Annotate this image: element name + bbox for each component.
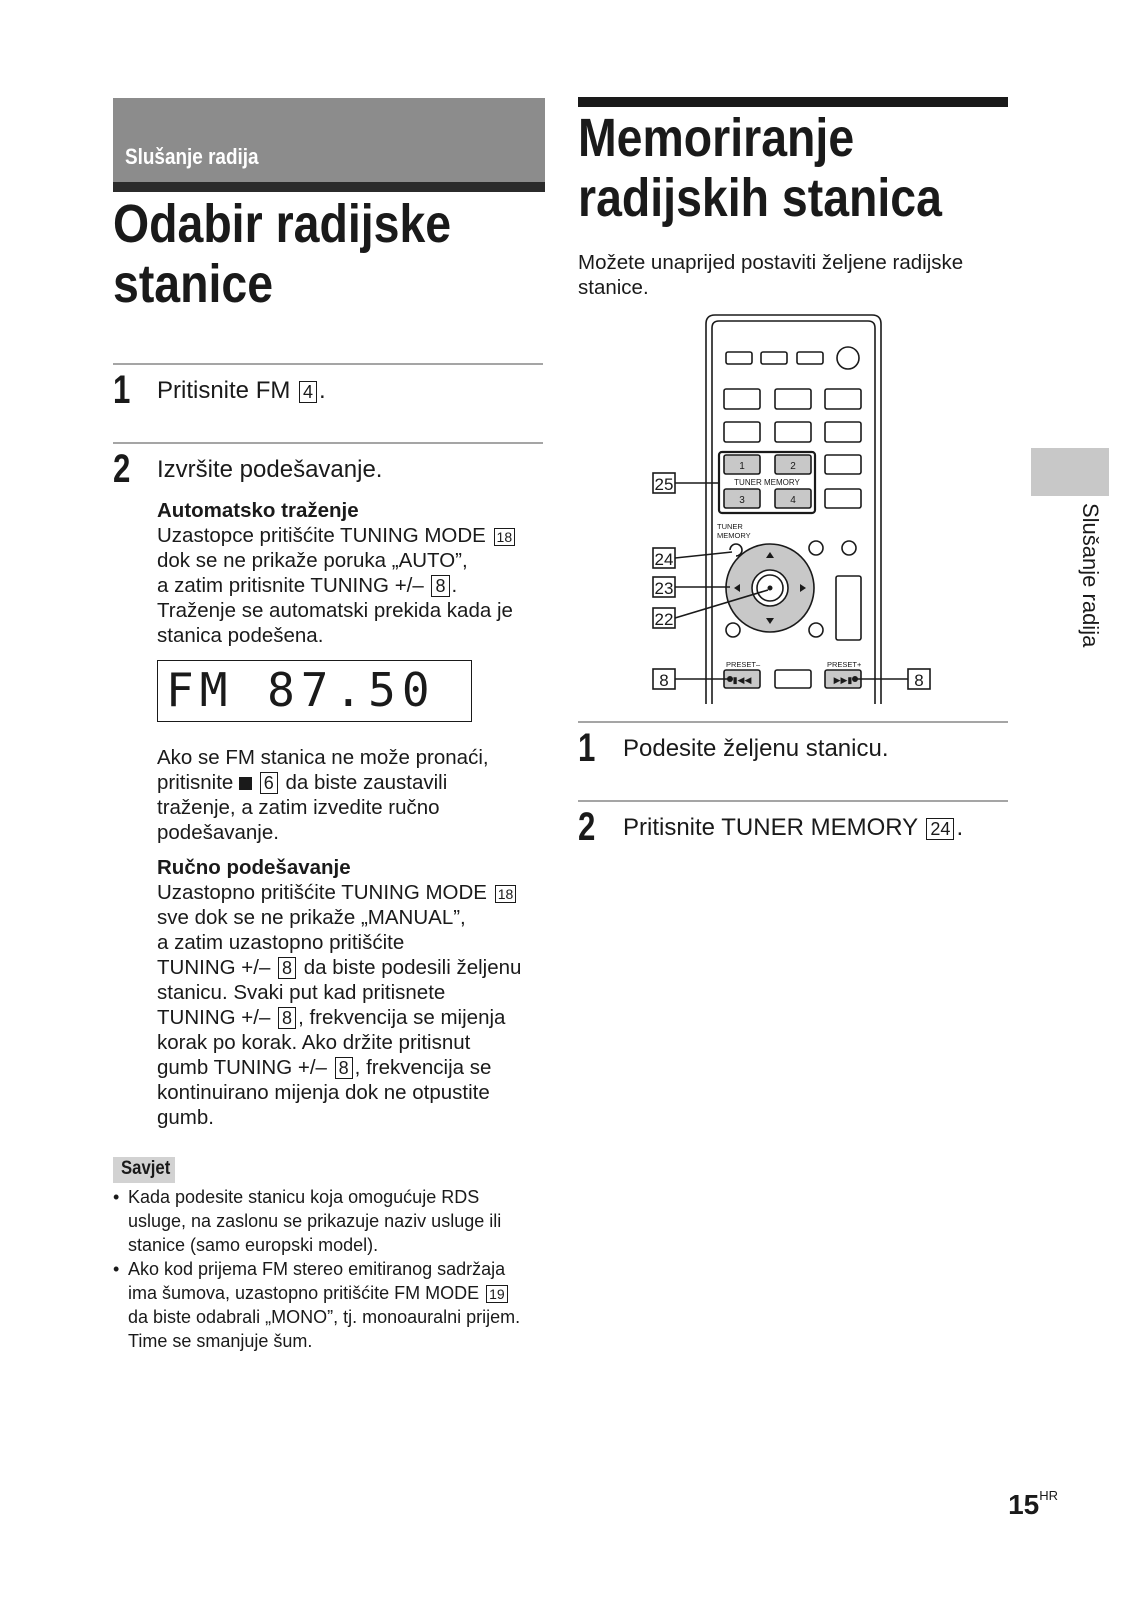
- step-number: 1: [113, 368, 131, 412]
- svg-text:▶▶▮: ▶▶▮: [833, 675, 853, 685]
- step-text: Podesite željenu stanicu.: [623, 735, 889, 762]
- svg-text:PRESET+: PRESET+: [827, 660, 862, 669]
- intro-text: Možete unaprijed postaviti željene radijske stanice.: [578, 251, 964, 299]
- step-divider: [113, 442, 543, 444]
- step-text: Pritisnite TUNER MEMORY 24 .: [623, 814, 964, 841]
- tuner-memory-button: [730, 544, 742, 556]
- tip-item: • Ako kod prijema FM stereo emitiranog sadržaja ima šumova, uzastopno pritišćite FM MODE 19 da biste odabrali „MONO”, tj. monoauralni prijem. Time se smanjuje šum.: [113, 1259, 521, 1351]
- auto-search-block: Automatsko traženje Uzastopce pritišćite TUNING MODE 18 dok se ne prikaže poruka „AUTO”, a zatim pritisnite TUNING +/– 8 . Traženje se automatski prekida kada je stanica podešena.: [157, 498, 547, 648]
- tip-list: [113, 1185, 553, 1353]
- small-button: [797, 352, 823, 364]
- left-title-line2: stanice: [113, 254, 274, 314]
- step-divider: [578, 721, 1008, 723]
- section-header-band: [113, 98, 545, 182]
- small-button: [761, 352, 787, 364]
- svg-text:MEMORY: MEMORY: [717, 531, 751, 540]
- svg-text:1: 1: [739, 461, 745, 472]
- step-divider: [113, 363, 543, 365]
- svg-text:PRESET–: PRESET–: [726, 660, 761, 669]
- svg-text:22: 22: [654, 610, 674, 629]
- step-text: Izvršite podešavanje.: [157, 456, 383, 483]
- svg-text:25: 25: [654, 475, 674, 494]
- step-number: 2: [113, 447, 131, 491]
- right-title-line2: radijskih stanica: [578, 168, 942, 228]
- side-tab: [1031, 448, 1109, 496]
- auto-search-heading: Automatsko traženje: [157, 499, 359, 522]
- svg-text:4: 4: [790, 495, 796, 506]
- right-title-line1: Memoriranje: [578, 108, 855, 168]
- svg-text:23: 23: [654, 579, 674, 598]
- stop-icon: [239, 777, 252, 790]
- step-number: 2: [578, 805, 596, 849]
- key-ref: 4: [299, 381, 317, 403]
- step-divider: [578, 800, 1008, 802]
- right-top-rule: [578, 97, 1008, 107]
- manual-block: Ručno podešavanje Uzastopno pritišćite TUNING MODE 18 sve dok se ne prikaže „MANUAL”, a zatim uzastopno pritišćite TUNING +/– 8 da biste podesili željenu stanicu. Svaki put kad pritisnete TUNING +/– 8 , frekvencija se mijenja korak po korak. Ako držite pritisnut gumb TUNING +/– 8 , frekvencija se kontinuirano mijenja dok ne otpustite gumb.: [157, 856, 522, 1129]
- not-found-block: Ako se FM stanica ne može pronaći, pritisnite 6 da biste zaustavili traženje, a zatim izvedite ručno podešavanje.: [157, 746, 489, 844]
- page-number: $15^{HR}$: [1008, 1488, 1058, 1520]
- side-tab-text: Slušanje radija: [1078, 503, 1103, 648]
- remote-body: [706, 315, 881, 704]
- left-title-line1: Odabir radijske: [113, 194, 452, 254]
- step-number: 1: [578, 726, 596, 770]
- tip-item: • Kada podesite stanicu koja omogućuje RDS usluge, na zaslonu se prikazuje naziv usluge ili stanice (samo europski model).: [113, 1187, 502, 1255]
- section-label: Slušanje radija: [125, 144, 259, 169]
- svg-text:TUNER: TUNER: [717, 522, 743, 531]
- tip-label: Savjet: [113, 1157, 175, 1183]
- svg-text:▮◀◀: ▮◀◀: [732, 675, 752, 685]
- svg-text:2: 2: [790, 461, 796, 472]
- svg-text:3: 3: [739, 495, 745, 506]
- svg-text:8: 8: [659, 671, 669, 690]
- key-ref: 24: [926, 818, 954, 840]
- lcd-display: [157, 660, 472, 722]
- svg-text:24: 24: [654, 550, 674, 569]
- small-button: [726, 352, 752, 364]
- section-rule: [113, 182, 545, 192]
- power-button: [837, 347, 859, 369]
- manual-heading: Ručno podešavanje: [157, 856, 351, 879]
- display-text: FM 87.50: [166, 663, 436, 717]
- step-text: Pritisnite FM 4 .: [157, 377, 326, 404]
- svg-text:TUNER MEMORY: TUNER MEMORY: [734, 478, 800, 487]
- svg-text:8: 8: [914, 671, 924, 690]
- remote-control-illustration: [640, 312, 940, 704]
